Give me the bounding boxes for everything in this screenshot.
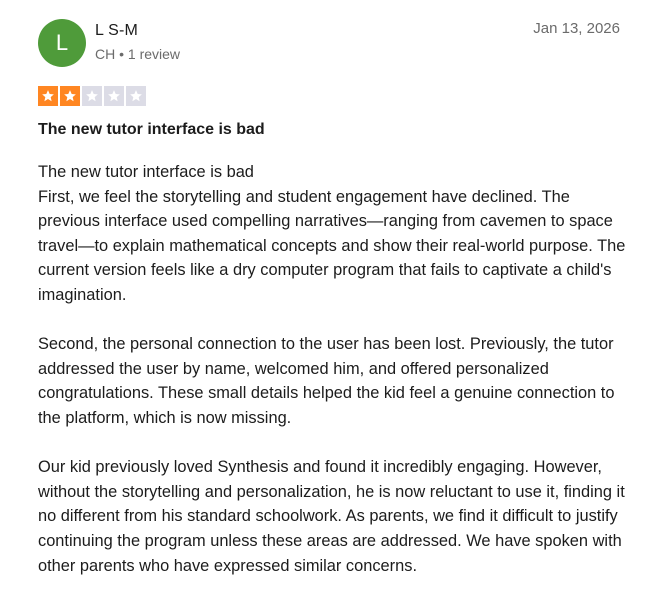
avatar[interactable]: L [38, 19, 86, 67]
reviewer-meta: CH • 1 review [95, 46, 181, 62]
star-icon [38, 86, 58, 106]
review-title[interactable]: The new tutor interface is bad [38, 121, 265, 138]
reviewer-info [95, 21, 180, 63]
review-date: Jan 13, 2026 [533, 20, 620, 37]
review-paragraph: Second, the personal connection to the user has been lost. Previously, the tutor addressed the user by name, welcomed him, and offered personalized congratulations. These small details helped the kid feel a genuine connection to the platform, which is now missing. [38, 335, 615, 427]
star-icon [104, 86, 124, 106]
star-icon [126, 86, 146, 106]
star-rating [38, 86, 146, 106]
review-paragraph: The new tutor interface is bad First, we feel the storytelling and student engagement have declined. The previous interface used compelling narratives—ranging from cavemen to space travel—to explain mathematical concepts and show their real-world purpose. The current version feels like a dry computer program that fails to captivate a child's imagination. [38, 163, 626, 304]
reviewer-name[interactable]: L S-M [95, 22, 139, 39]
star-icon [82, 86, 102, 106]
review-header [38, 19, 620, 69]
star-icon [60, 86, 80, 106]
review-paragraph: Our kid previously loved Synthesis and found it incredibly engaging. However, without the storytelling and personalization, he is now reluctant to use it, finding it no different from his standard schoolwork. As parents, we find it difficult to justify continuing the program unless these areas are addressed. We have spoken with other parents who have expressed similar concerns. [38, 458, 625, 575]
review-body [38, 160, 628, 603]
